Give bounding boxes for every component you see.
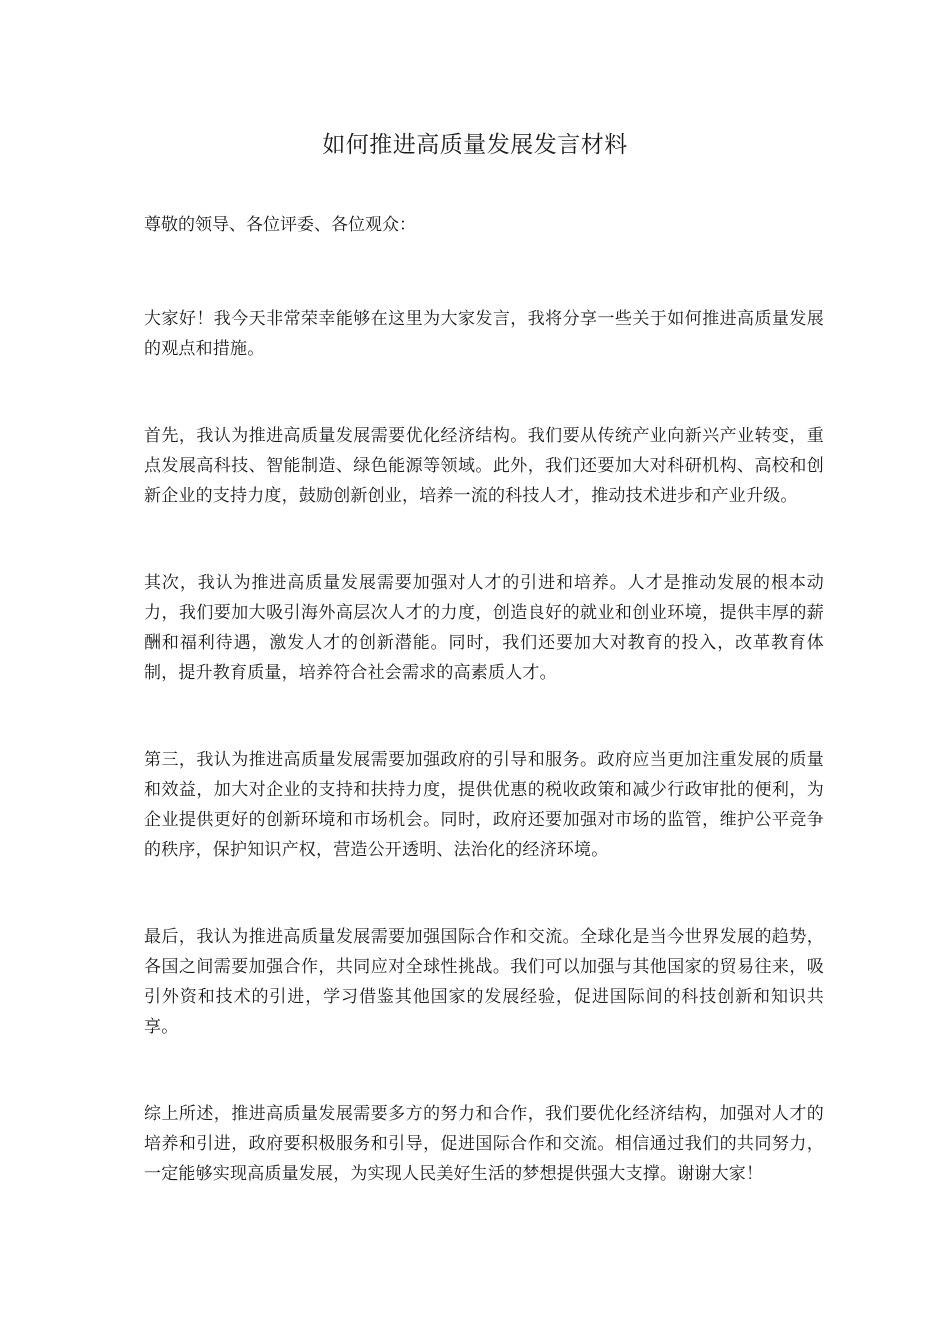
document-body <box>144 210 824 1189</box>
paragraph-third-point: 第三，我认为推进高质量发展需要加强政府的引导和服务。政府应当更加注重发展的质量和效益，加大对企业的支持和扶持力度，提供优惠的税收政策和减少行政审批的便利，为企业提供更好的创新环境和市场机会。同时，政府还要加强对市场的监管，维护公平竞争的秩序，保护知识产权，营造公开透明、法治化的经济环境。 <box>144 750 824 860</box>
salutation: 尊敬的领导、各位评委、各位观众： <box>144 215 416 235</box>
paragraph-opening: 大家好！我今天非常荣幸能够在这里为大家发言，我将分享一些关于如何推进高质量发展的观点和措施。 <box>144 309 824 359</box>
paragraph-conclusion: 综上所述，推进高质量发展需要多方的努力和合作，我们要优化经济结构，加强对人才的培养和引进，政府要积极服务和引导，促进国际合作和交流。相信通过我们的共同努力，一定能够实现高质量发展，为实现人民美好生活的梦想提供强大支撑。谢谢大家！ <box>144 1104 824 1184</box>
paragraph-second-point: 其次，我认为推进高质量发展需要加强对人才的引进和培养。人才是推动发展的根本动力，我们要加大吸引海外高层次人才的力度，创造良好的就业和创业环境，提供丰厚的薪酬和福利待遇，激发人才的创新潜能。同时，我们还要加大对教育的投入，改革教育体制，提升教育质量，培养符合社会需求的高素质人才。 <box>144 573 824 683</box>
paragraph-fourth-point: 最后，我认为推进高质量发展需要加强国际合作和交流。全球化是当今世界发展的趋势，各国之间需要加强合作，共同应对全球性挑战。我们可以加强与其他国家的贸易往来，吸引外资和技术的引进，学习借鉴其他国家的发展经验，促进国际间的科技创新和知识共享。 <box>144 927 824 1037</box>
document-title: 如何推进高质量发展发言材料 <box>322 132 628 158</box>
paragraph-first-point: 首先，我认为推进高质量发展需要优化经济结构。我们要从传统产业向新兴产业转变，重点发展高科技、智能制造、绿色能源等领域。此外，我们还要加大对科研机构、高校和创新企业的支持力度，鼓励创新创业，培养一流的科技人才，推动技术进步和产业升级。 <box>144 426 824 506</box>
